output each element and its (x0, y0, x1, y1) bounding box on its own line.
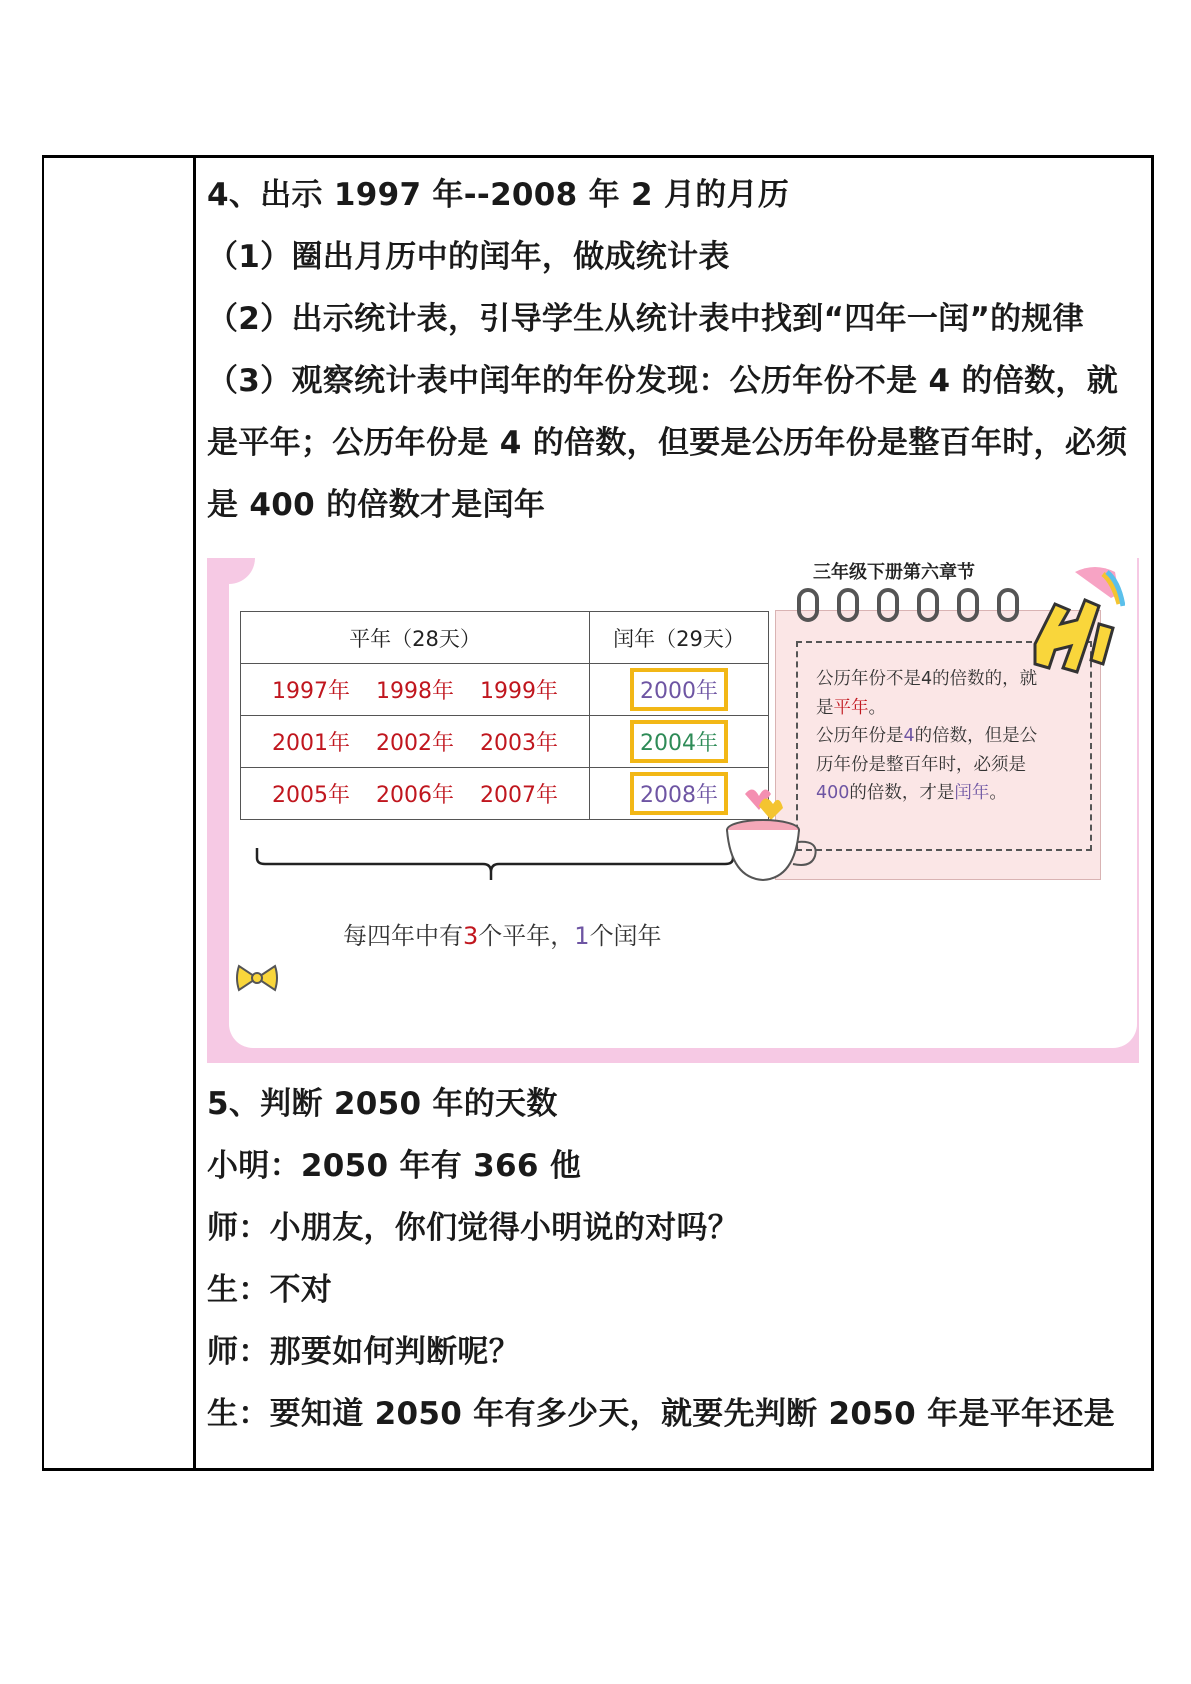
year-statistics-table (240, 611, 769, 820)
common-year: 1999年 (480, 679, 558, 704)
table-row (241, 768, 769, 820)
leap-year-boxed: 2008年 (630, 772, 728, 815)
notebook-ring-icon (917, 588, 939, 622)
left-column-cell (44, 158, 196, 1468)
common-year: 2002年 (376, 731, 454, 756)
step4-item3-line3: 是 400 的倍数才是闰年 (207, 487, 546, 523)
curly-brace-icon (255, 848, 735, 882)
step4-item1: （1）圈出月历中的闰年，做成统计表 (207, 239, 730, 275)
notebook-ring-icon (797, 588, 819, 622)
notebook-ring-icon (957, 588, 979, 622)
table-row (241, 664, 769, 716)
dialogue-line: 小明：2050 年有 366 他 (207, 1148, 582, 1184)
slide-caption: 每四年中有3个平年，1个闰年 (343, 922, 662, 950)
teacup-icon (723, 786, 833, 886)
header-common-year: 平年（28天） (241, 612, 590, 664)
leap-year-boxed: 2004年 (630, 720, 728, 763)
notebook-ring-icon (837, 588, 859, 622)
lesson-slide-image (207, 558, 1139, 1063)
common-year: 1997年 (272, 679, 350, 704)
table-row (241, 716, 769, 768)
common-year: 2007年 (480, 783, 558, 808)
step4-item3-line1: （3）观察统计表中闰年的年份发现：公历年份不是 4 的倍数，就 (207, 363, 1119, 399)
common-year: 2003年 (480, 731, 558, 756)
step5-heading: 5、判断 2050 年的天数 (207, 1086, 558, 1122)
note-text: 公历年份不是4的倍数的，就 是平年。 公历年份是4的倍数，但是公 历年份是整百年时，必须是 400的倍数，才是闰年。 (816, 669, 1038, 803)
chapter-label: 三年级下册第六章节 (809, 558, 979, 584)
content-cell (207, 164, 1147, 1445)
common-year: 2005年 (272, 783, 350, 808)
step4-item2: （2）出示统计表，引导学生从统计表中找到“四年一闰”的规律 (207, 301, 1085, 337)
dialogue-line: 生：不对 (207, 1272, 333, 1308)
common-year: 1998年 (376, 679, 454, 704)
common-year: 2006年 (376, 783, 454, 808)
header-leap-year: 闰年（29天） (590, 612, 769, 664)
lesson-table (42, 155, 1154, 1471)
leap-year-boxed: 2000年 (630, 668, 728, 711)
step4-heading: 4、出示 1997 年--2008 年 2 月的月历 (207, 177, 790, 213)
bow-icon (235, 962, 279, 998)
dialogue-line: 生：要知道 2050 年有多少天，就要先判断 2050 年是平年还是 (207, 1396, 1115, 1432)
step4-item3-line2: 是平年；公历年份是 4 的倍数，但要是公历年份是整百年时，必须 (207, 425, 1128, 461)
table-header-row (241, 612, 769, 664)
hi-sticker-icon (1015, 564, 1125, 694)
dialogue-line: 师：那要如何判断呢？ (207, 1334, 520, 1370)
dialogue-line: 师：小朋友，你们觉得小明说的对吗？ (207, 1210, 740, 1246)
common-year: 2001年 (272, 731, 350, 756)
notebook-ring-icon (877, 588, 899, 622)
